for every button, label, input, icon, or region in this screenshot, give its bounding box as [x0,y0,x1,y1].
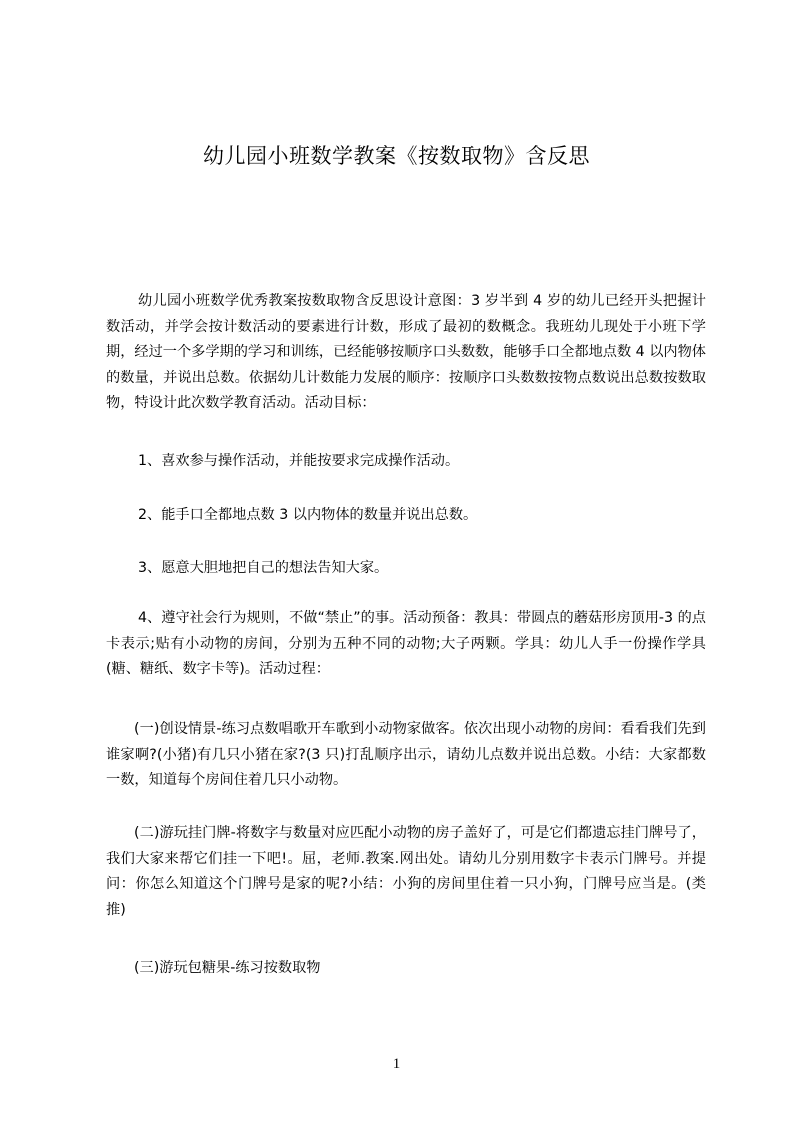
paragraph-goal-2: 2、能手口全都地点数 3 以内物体的数量并说出总数。 [138,507,478,523]
paragraph-step-1: (一)创设情景-练习点数唱歌开车歌到小动物家做客。依次出现小动物的房间：看看我们先到谁家啊?(小猪)有几只小猪在家?(3 只)打乱顺序出示，请幼儿点数并说出总数。小结：大家都数一数，知道每个房间住着几只小动物。 [106,721,706,788]
page-number: 1 [392,1056,401,1072]
paragraph-goal-4-preparation: 4、遵守社会行为规则，不做“禁止”的事。活动预备：教具：带圆点的蘑菇形房顶用-3 的点卡表示;贴有小动物的房间，分别为五种不同的动物;大子两颗。学具：幼儿人手一份操作学具(糖、糖纸、数字卡等)。活动过程： [106,610,706,677]
paragraph-goal-1: 1、喜欢参与操作活动，并能按要求完成操作活动。 [138,453,460,469]
paragraph-step-3: (三)游玩包糖果-练习按数取物 [134,960,321,976]
document-title: 幼儿园小班数学教案《按数取物》含反思 [203,144,590,168]
paragraph-step-2: (二)游玩挂门牌-将数字与数量对应匹配小动物的房子盖好了，可是它们都遗忘挂门牌号了，我们大家来帮它们挂一下吧!。屈，老师.教案.网出处。请幼儿分别用数字卡表示门牌号。并提问：你怎么知道这个门牌号是家的呢?小结：小狗的房间里住着一只小狗，门牌号应当是。(类推) [106,825,706,918]
paragraph-goal-3: 3、愿意大胆地把自己的想法告知大家。 [138,560,389,576]
paragraph-design-intent: 幼儿园小班数学优秀教案按数取物含反思设计意图：3 岁半到 4 岁的幼儿已经开头把握计数活动，并学会按计数活动的要素进行计数，形成了最初的数概念。我班幼儿现处于小班下学期，经过一个多学期的学习和训练，已经能够按顺序口头数数，能够手口全都地点数 4 以内物体的数量，并说出总数。依据幼儿计数能力发展的顺序：按顺序口头数数按物点数说出总数按数取物，特设计此次数学教育活动。活动目标： [106,293,706,411]
